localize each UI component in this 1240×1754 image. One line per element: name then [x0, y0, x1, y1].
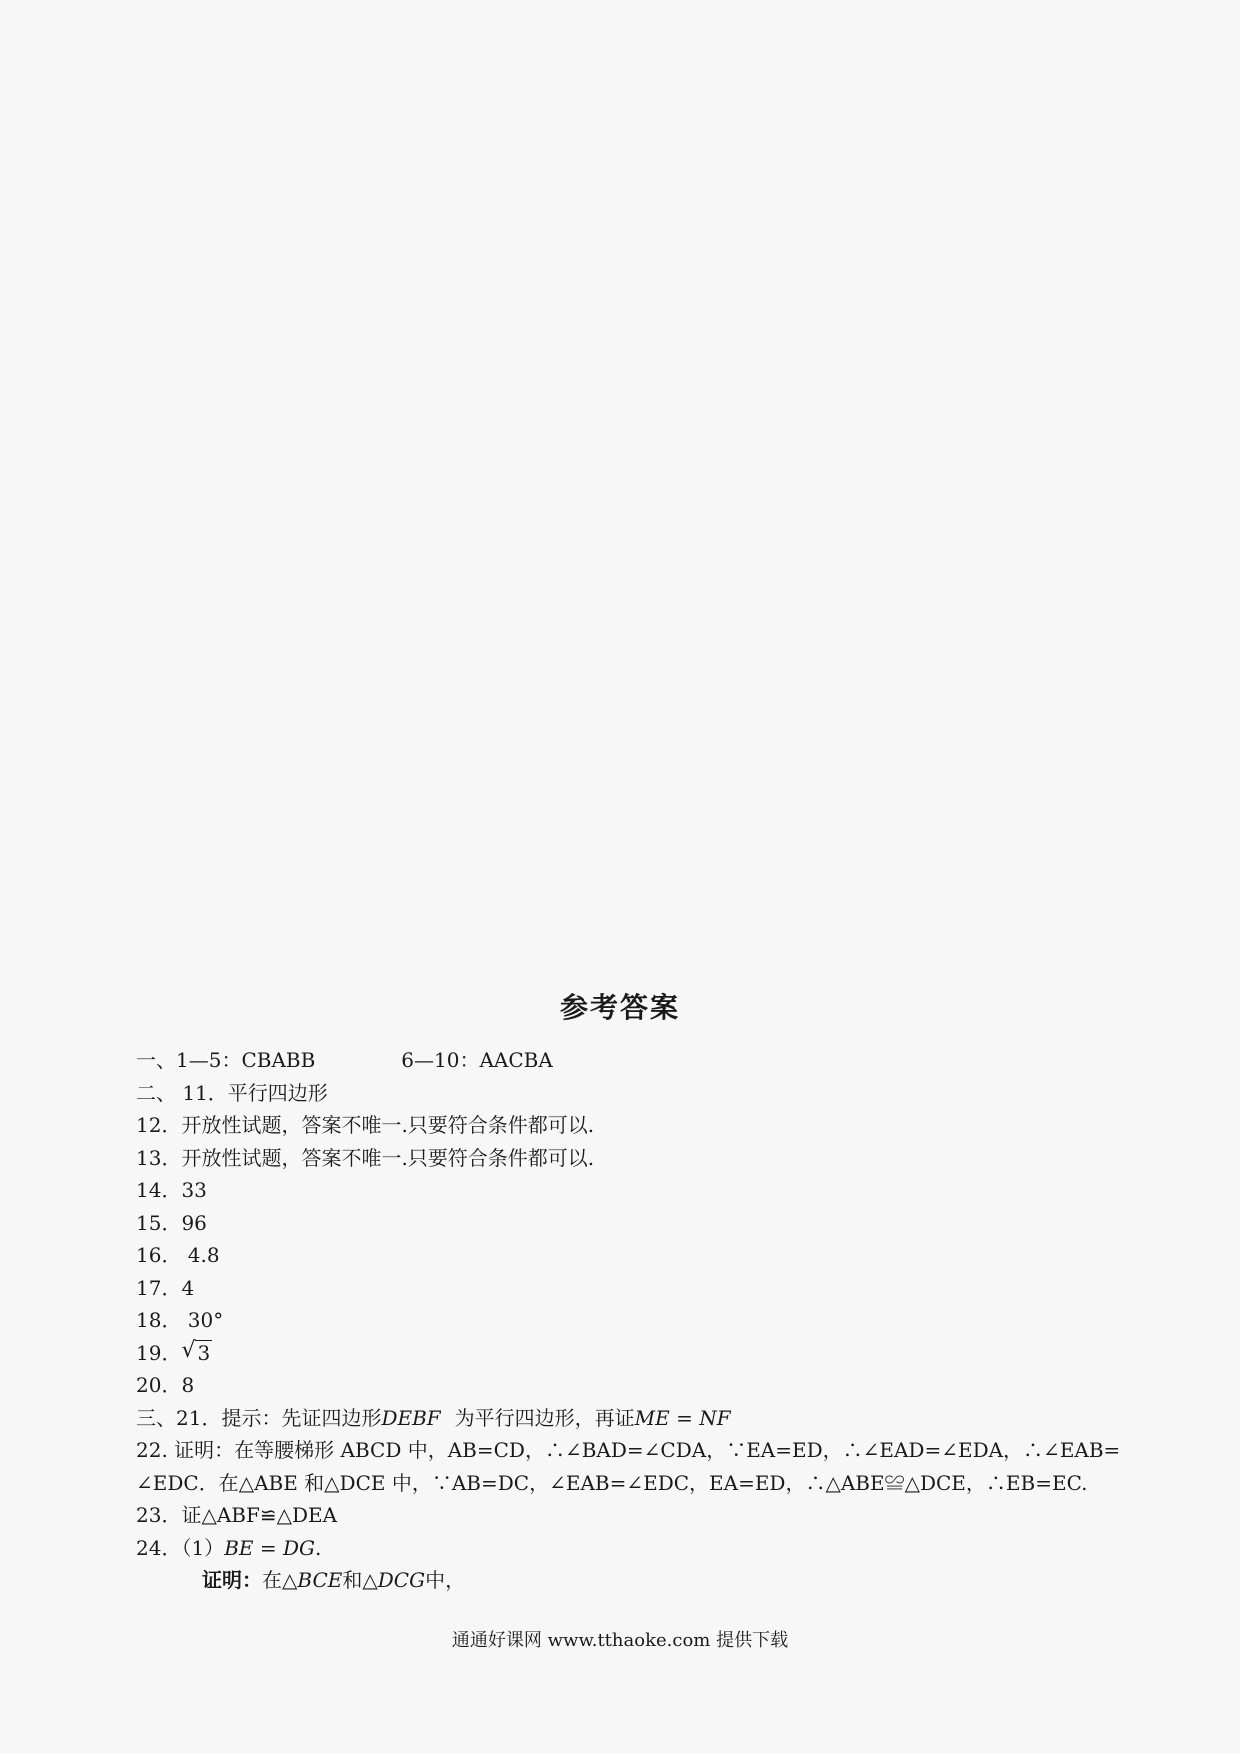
answer-line-9: 18． 30° — [136, 1308, 224, 1332]
proof-text: 在△ — [262, 1568, 298, 1592]
answer-line-10 — [136, 1337, 1126, 1370]
answer-number: 19． — [136, 1340, 182, 1365]
answer-line-14: ∠EDC．在△ABE 和△DCE 中，∵AB=DC，∠EAB=∠EDC，EA=ED，∴△ABE≌△DCE，∴EB=EC. — [136, 1470, 1088, 1495]
answer-line-6: 15．96 — [136, 1210, 207, 1235]
math-bce: BCE — [297, 1568, 343, 1592]
answer-line-15: 23．证△ABF≌△DEA — [136, 1503, 338, 1527]
answer-line-8: 17．4 — [136, 1275, 195, 1300]
answer-line-3: 12．开放性试题，答案不唯一.只要符合条件都可以. — [136, 1113, 595, 1137]
proof-text-3: 中， — [425, 1568, 466, 1592]
hint-text: 三、21．提示：先证四边形 — [136, 1405, 382, 1430]
answer-line-5: 14．33 — [136, 1178, 207, 1202]
proof-label: 证明： — [202, 1568, 262, 1592]
radicand: 3 — [197, 1340, 211, 1365]
answer-choice-6-10: 6—10：AACBA — [401, 1048, 553, 1072]
math-debf: DEBF — [381, 1405, 441, 1430]
math-dcg: DCG — [377, 1568, 426, 1592]
math-me-nf: ME = NF — [634, 1405, 731, 1430]
answer-choice-1-5: 一、1—5：CBABB — [136, 1048, 316, 1072]
answer-line-2: 二、 11．平行四边形 — [136, 1080, 328, 1105]
answer-line-16 — [136, 1532, 1126, 1565]
answer-line-12 — [136, 1402, 1126, 1435]
proof-text-2: 和△ — [342, 1568, 378, 1592]
answer-line-1 — [136, 1044, 1126, 1077]
answer-line-4: 13．开放性试题，答案不唯一.只要符合条件都可以. — [136, 1145, 595, 1170]
answer-number: 24．（1） — [136, 1535, 225, 1560]
answer-list — [136, 1044, 1126, 1597]
radical-sign: √ — [181, 1337, 196, 1363]
hint-text-2: 为平行四边形，再证 — [454, 1405, 635, 1430]
answer-line-13: 22. 证明：在等腰梯形 ABCD 中，AB=CD，∴∠BAD=∠CDA，∵EA=ED，∴∠EAD=∠EDA，∴∠EAB= — [136, 1438, 1121, 1462]
sqrt-expression — [181, 1337, 212, 1370]
answer-line-17 — [136, 1564, 1126, 1597]
math-be-dg: BE = DG — [224, 1535, 315, 1560]
period: . — [314, 1535, 322, 1560]
page-footer: 通通好课网 www.tthaoke.com 提供下载 — [451, 1630, 789, 1651]
answer-line-7: 16． 4.8 — [136, 1243, 220, 1267]
answer-line-11: 20．8 — [136, 1373, 195, 1397]
page-title: 参考答案 — [559, 991, 680, 1024]
